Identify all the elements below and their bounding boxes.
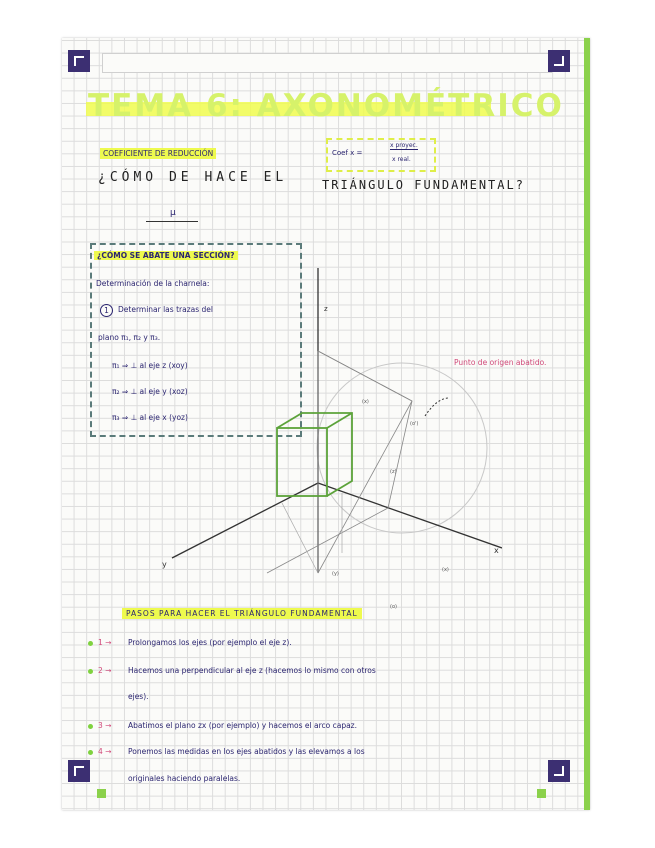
abatement-lines	[318, 351, 412, 573]
green-square-icon	[97, 789, 106, 798]
green-square-icon	[537, 789, 546, 798]
step-number: 3 →	[98, 721, 112, 730]
mu-underline	[146, 221, 198, 222]
construction-line	[318, 351, 412, 401]
y-axis	[172, 483, 318, 558]
label-o-prime: (o')	[410, 421, 419, 427]
box-step-text: Determinar las trazas del	[118, 305, 213, 314]
label-y-abatido: (y)	[332, 571, 339, 577]
label-z: z	[324, 305, 328, 313]
steps-heading: PASOS PARA HACER EL TRIÁNGULO FUNDAMENTAL	[122, 608, 362, 619]
label-y: y	[162, 560, 167, 569]
box-rule2: π₂ ⇒ ⊥ al eje y (xoz)	[112, 387, 188, 396]
step-number: 4 →	[98, 747, 112, 756]
label-x-abatido: (x)	[362, 399, 369, 405]
header-box	[102, 53, 552, 73]
origin-annotation: Punto de origen abatido.	[454, 358, 547, 367]
label-x: x	[494, 546, 499, 555]
box-rule3: π₃ ⇒ ⊥ al eje x (yoz)	[112, 413, 188, 422]
mu-symbol: μ	[170, 208, 176, 218]
formula-lhs: Coef x =	[332, 149, 363, 157]
construction-line	[282, 503, 318, 573]
construction-line	[267, 508, 388, 573]
question-left: ¿CÓMO DE HACE EL	[98, 170, 288, 185]
bullet-icon	[88, 750, 93, 755]
step-text: Ponemos las medidas en los ejes abatidos y las elevamos a los	[128, 747, 365, 756]
bullet-icon	[88, 641, 93, 646]
step-text-cont: ejes).	[128, 692, 149, 701]
corner-mark-icon	[68, 760, 90, 782]
step-number: 2 →	[98, 666, 112, 675]
cube-back-edges	[277, 413, 352, 496]
label-x-prime: (x)	[442, 567, 449, 573]
page-title: TEMA 6: AXONOMÉTRICO	[88, 88, 564, 124]
step-number: 1 →	[98, 638, 112, 647]
corner-mark-icon	[548, 50, 570, 72]
label-o: (o)	[390, 604, 397, 610]
cube-front-face	[277, 428, 327, 496]
step-text-cont: originales haciendo paralelas.	[128, 774, 241, 783]
formula-box	[326, 138, 436, 172]
cube-edge	[327, 413, 352, 428]
step-text: Prolongamos los ejes (por ejemplo el eje z).	[128, 638, 292, 647]
corner-mark-icon	[68, 50, 90, 72]
question-right: TRIÁNGULO FUNDAMENTAL?	[322, 178, 525, 192]
box-rule1: π₁ ⇒ ⊥ al eje z (xoy)	[112, 361, 188, 370]
bullet-icon	[88, 669, 93, 674]
page-edge-bar	[584, 38, 590, 810]
step-number-badge: 1	[100, 304, 113, 317]
construction-line	[388, 401, 412, 508]
label-z-abatido: (z)	[390, 469, 397, 475]
cube	[277, 413, 352, 496]
formula-denominator: x real.	[392, 156, 411, 163]
step-text: Hacemos una perpendicular al eje z (hacemos lo mismo con otros	[128, 666, 376, 675]
axonometric-diagram	[142, 253, 502, 623]
corner-mark-icon	[548, 760, 570, 782]
arc-capaz-circle	[317, 363, 487, 533]
section-box-heading: ¿CÓMO SE ABATE UNA SECCIÓN?	[94, 251, 238, 260]
box-line1: Determinación de la charnela:	[96, 279, 210, 288]
notebook-page	[62, 38, 590, 810]
subtitle: COEFICIENTE DE REDUCCIÓN	[100, 148, 216, 159]
formula-numerator: x proyec.	[390, 142, 418, 149]
annotation-arrow	[425, 398, 449, 416]
box-planes-line: plano π₁, π₂ y π₃.	[98, 333, 161, 342]
bullet-icon	[88, 724, 93, 729]
step-text: Abatimos el plano zx (por ejemplo) y hacemos el arco capaz.	[128, 721, 357, 730]
